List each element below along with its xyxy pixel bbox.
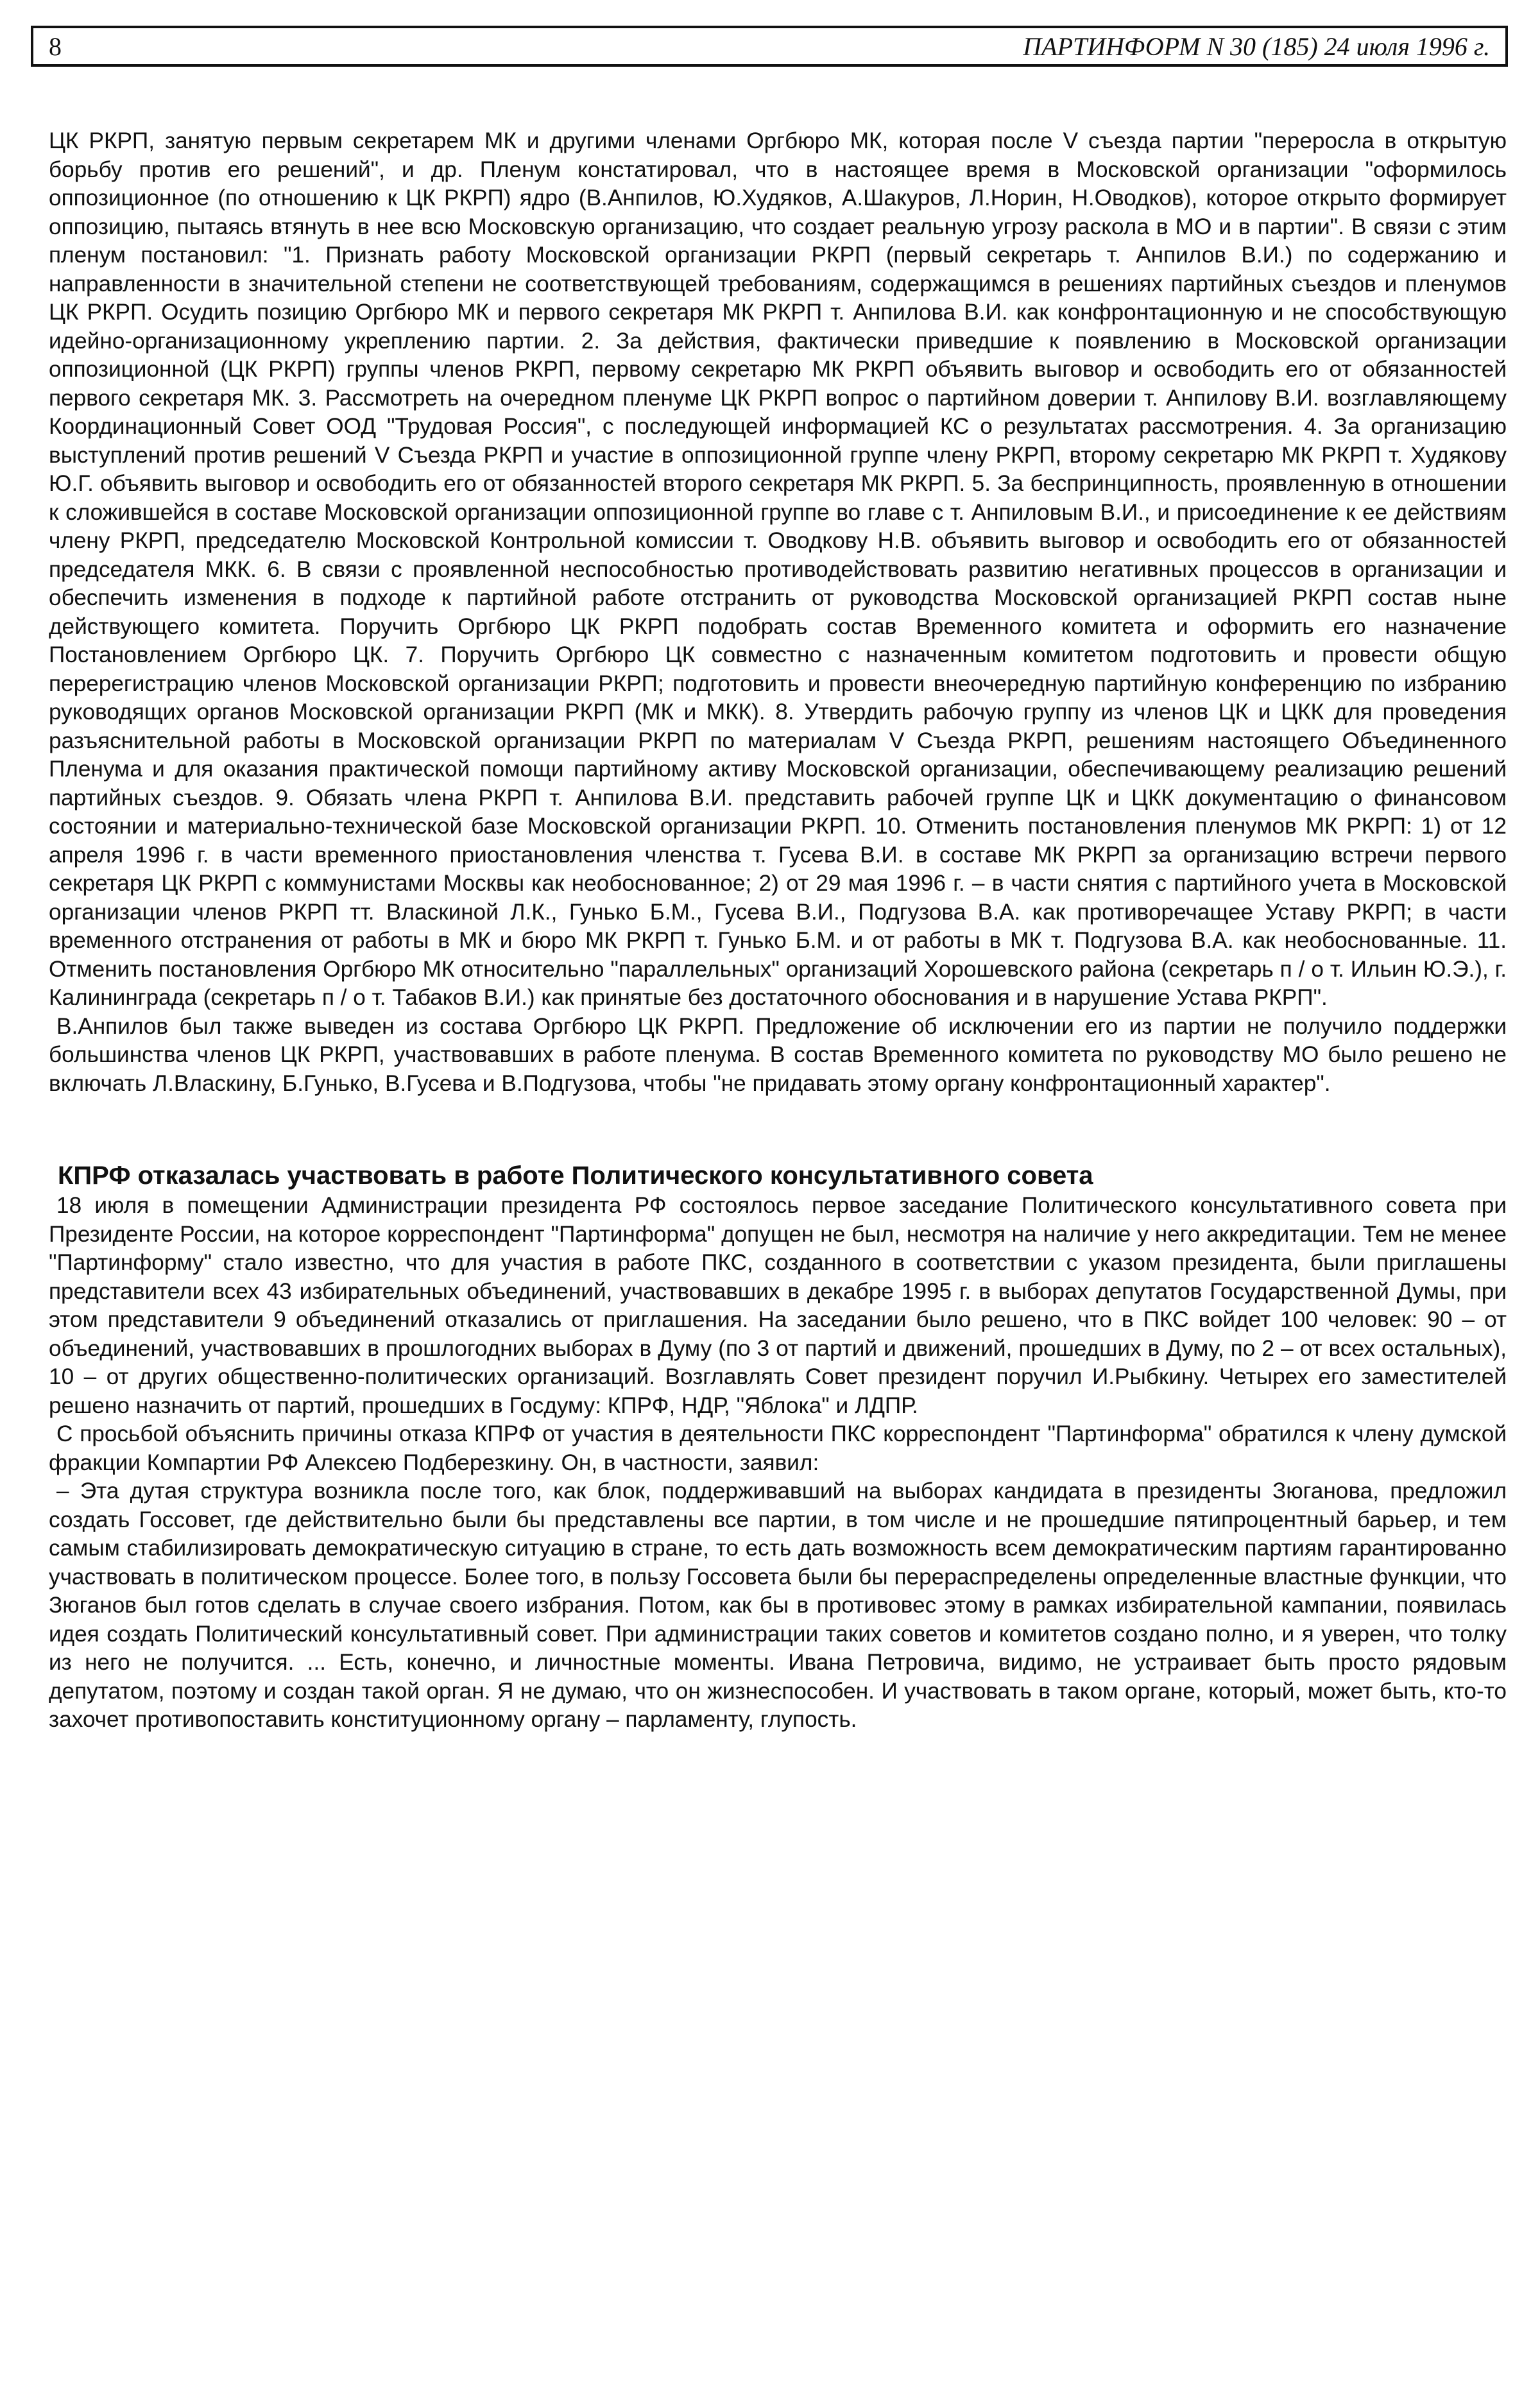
section2-paragraph-2: С просьбой объяснить причины отказа КПРФ от участия в деятельности ПКС корреспондент "Партинформа" обратился к члену думской фракции Компартии РФ Алексею Подберезкину. Он, в частности, заявил:	[49, 1421, 1507, 1475]
section1-paragraph-2: В.Анпилов был также выведен из состава Оргбюро ЦК РКРП. Предложение об исключении его из партии не получило поддержки большинства членов ЦК РКРП, участвовавших в работе пленума. В состав Временного комитета по руководству МО было решено не включать Л.Власкину, Б.Гунько, В.Гусева и В.Подгузова, чтобы "не придавать этому органу конфронтационный характер".	[49, 1013, 1507, 1096]
page-number: 8	[49, 31, 62, 61]
publication-title: ПАРТИНФОРМ N 30 (185) 24 июля 1996 г.	[1023, 31, 1490, 61]
page-header	[31, 26, 1508, 67]
section1-paragraph-1: ЦК РКРП, занятую первым секретарем МК и другими членами Оргбюро МК, которая после V съезда партии "переросла в открытую борьбу против его решений", и др. Пленум констатировал, что в настоящее время в Московской организации "оформилось оппозиционное (по отношению к ЦК РКРП) ядро (В.Анпилов, Ю.Худяков, А.Шакуров, Л.Норин, Н.Оводков), которое открыто формирует оппозицию, пытаясь втянуть в нее всю Московскую организацию, что создает реальную угрозу раскола в МО и в партии". В связи с этим пленум постановил: "1. Признать работу Московской организации РКРП (первый секретарь т. Анпилов В.И.) по содержанию и направленности в значительной степени не соответствующей требованиям, содержащимся в решениях партийных съездов и пленумов ЦК РКРП. Осудить позицию Оргбюро МК и первого секретаря МК РКРП т. Анпилова В.И. как конфронтационную и не способствующую идейно-организационному укреплению партии. 2. За действия, фактически приведшие к появлению в Московской организации оппозиционной (ЦК РКРП) группы членов РКРП, первому секретарю МК РКРП объявить выговор и освободить его от обязанностей первого секретаря МК. 3. Рассмотреть на очередном пленуме ЦК РКРП вопрос о партийном доверии т. Анпилову В.И. возглавляющему Координационный Совет ООД "Трудовая Россия", с последующей информацией КС о результатах рассмотрения. 4. За организацию выступлений против решений V Съезда РКРП и участие в оппозиционной группе члену РКРП, второму секретарю МК РКРП т. Худякову Ю.Г. объявить выговор и освободить его от обязанностей второго секретаря МК РКРП. 5. За беспринципность, проявленную в отношении к сложившейся в составе Московской организации оппозиционной группе во главе с т. Анпиловым В.И., и присоединение к ее действиям члену РКРП, председателю Московской Контрольной комиссии т. Оводкову Н.В. объявить выговор и освободить его от обязанностей председателя МКК. 6. В связи с проявленной неспособностью противодействовать развитию негативных процессов в организации и обеспечить изменения в подходе к партийной работе отстранить от руководства Московской организацией РКРП состав ныне действующего комитета. Поручить Оргбюро ЦК РКРП подобрать состав Временного комитета и оформить его назначение Постановлением Оргбюро ЦК. 7. Поручить Оргбюро ЦК совместно с назначенным комитетом подготовить и провести общую перерегистрацию членов Московской организации РКРП; подготовить и провести внеочередную партийную конференцию по избранию руководящих органов Московской организации РКРП (МК и МКК). 8. Утвердить рабочую группу из членов ЦК и ЦКК для проведения разъяснительной работы в Московской организации РКРП по материалам V Съезда РКРП, решениям настоящего Объединенного Пленума и для оказания практической помощи партийному активу Московской организации, обеспечивающему реализацию решений партийных съездов. 9. Обязать члена РКРП т. Анпилова В.И. представить рабочей группе ЦК и ЦКК документацию о финансовом состоянии и материально-технической базе Московской организации РКРП. 10. Отменить постановления пленумов МК РКРП: 1) от 12 апреля 1996 г. в части временного приостановления членства т. Гусева В.И. в составе МК РКРП за организацию встречи первого секретаря ЦК РКРП с коммунистами Москвы как необоснованное; 2) от 29 мая 1996 г. – в части снятия с партийного учета в Московской организации членов РКРП тт. Власкиной Л.К., Гунько Б.М., Гусева В.И., Подгузова В.А. как противоречащее Уставу РКРП; в части временного отстранения от работы в МК и бюро МК РКРП т. Гунько Б.М. и от работы в МК т. Подгузова В.А. как необоснованные. 11. Отменить постановления Оргбюро МК относительно "параллельных" организаций Хорошевского района (секретарь п / о т. Ильин Ю.Э.), г. Калининграда (секретарь п / о т. Табаков В.И.) как принятые без достаточного обоснования и в нарушение Устава РКРП".	[49, 128, 1507, 1010]
section2-paragraph-3: – Эта дутая структура возникла после того, как блок, поддерживавший на выборах кандидата в президенты Зюганова, предложил создать Госсовет, где действительно были бы представлены все партии, в том числе и не прошедшие пятипроцентный барьер, и тем самым стабилизировать демократическую ситуацию в стране, то есть дать возможность всем демократическим партиям гарантированно участвовать в политическом процессе. Более того, в пользу Госсовета были бы перераспределены определенные властные функции, что Зюганов был готов сделать в случае своего избрания. Потом, как бы в противовес этому в рамках избирательной кампании, появилась идея создать Политический консультативный совет. При администрации таких советов и комитетов создано полно, и я уверен, что толку из него не получится. ... Есть, конечно, и личностные моменты. Ивана Петровича, видимо, не устраивает быть просто рядовым депутатом, поэтому и создан такой орган. Я не думаю, что он жизнеспособен. И участвовать в таком органе, который, может быть, кто-то захочет противопоставить конституционному органу – парламенту, глупость.	[49, 1478, 1507, 1732]
section2-paragraph-1: 18 июля в помещении Администрации президента РФ состоялось первое заседание Политического консультативного совета при Президенте России, на которое корреспондент "Партинформа" допущен не был, несмотря на наличие у него аккредитации. Тем не менее "Партинформу" стало известно, что для участия в работе ПКС, созданного в соответствии с указом президента, были приглашены представители всех 43 избирательных объединений, участвовавших в декабре 1995 г. в выборах депутатов Государственной Думы, при этом представители 9 объединений отказались от приглашения. На заседании было решено, что в ПКС войдет 100 человек: 90 – от объединений, участвовавших в прошлогодних выборах в Думу (по 3 от партий и движений, прошедших в Думу, по 2 – от всех остальных), 10 – от других общественно-политических организаций. Возглавлять Совет президент поручил И.Рыбкину. Четырех его заместителей решено назначить от партий, прошедших в Госдуму: КПРФ, НДР, "Яблока" и ЛДПР.	[49, 1193, 1507, 1418]
article-heading: КПРФ отказалась участвовать в работе Политического консультативного совета	[58, 1161, 1093, 1190]
article-body	[49, 127, 1507, 1735]
